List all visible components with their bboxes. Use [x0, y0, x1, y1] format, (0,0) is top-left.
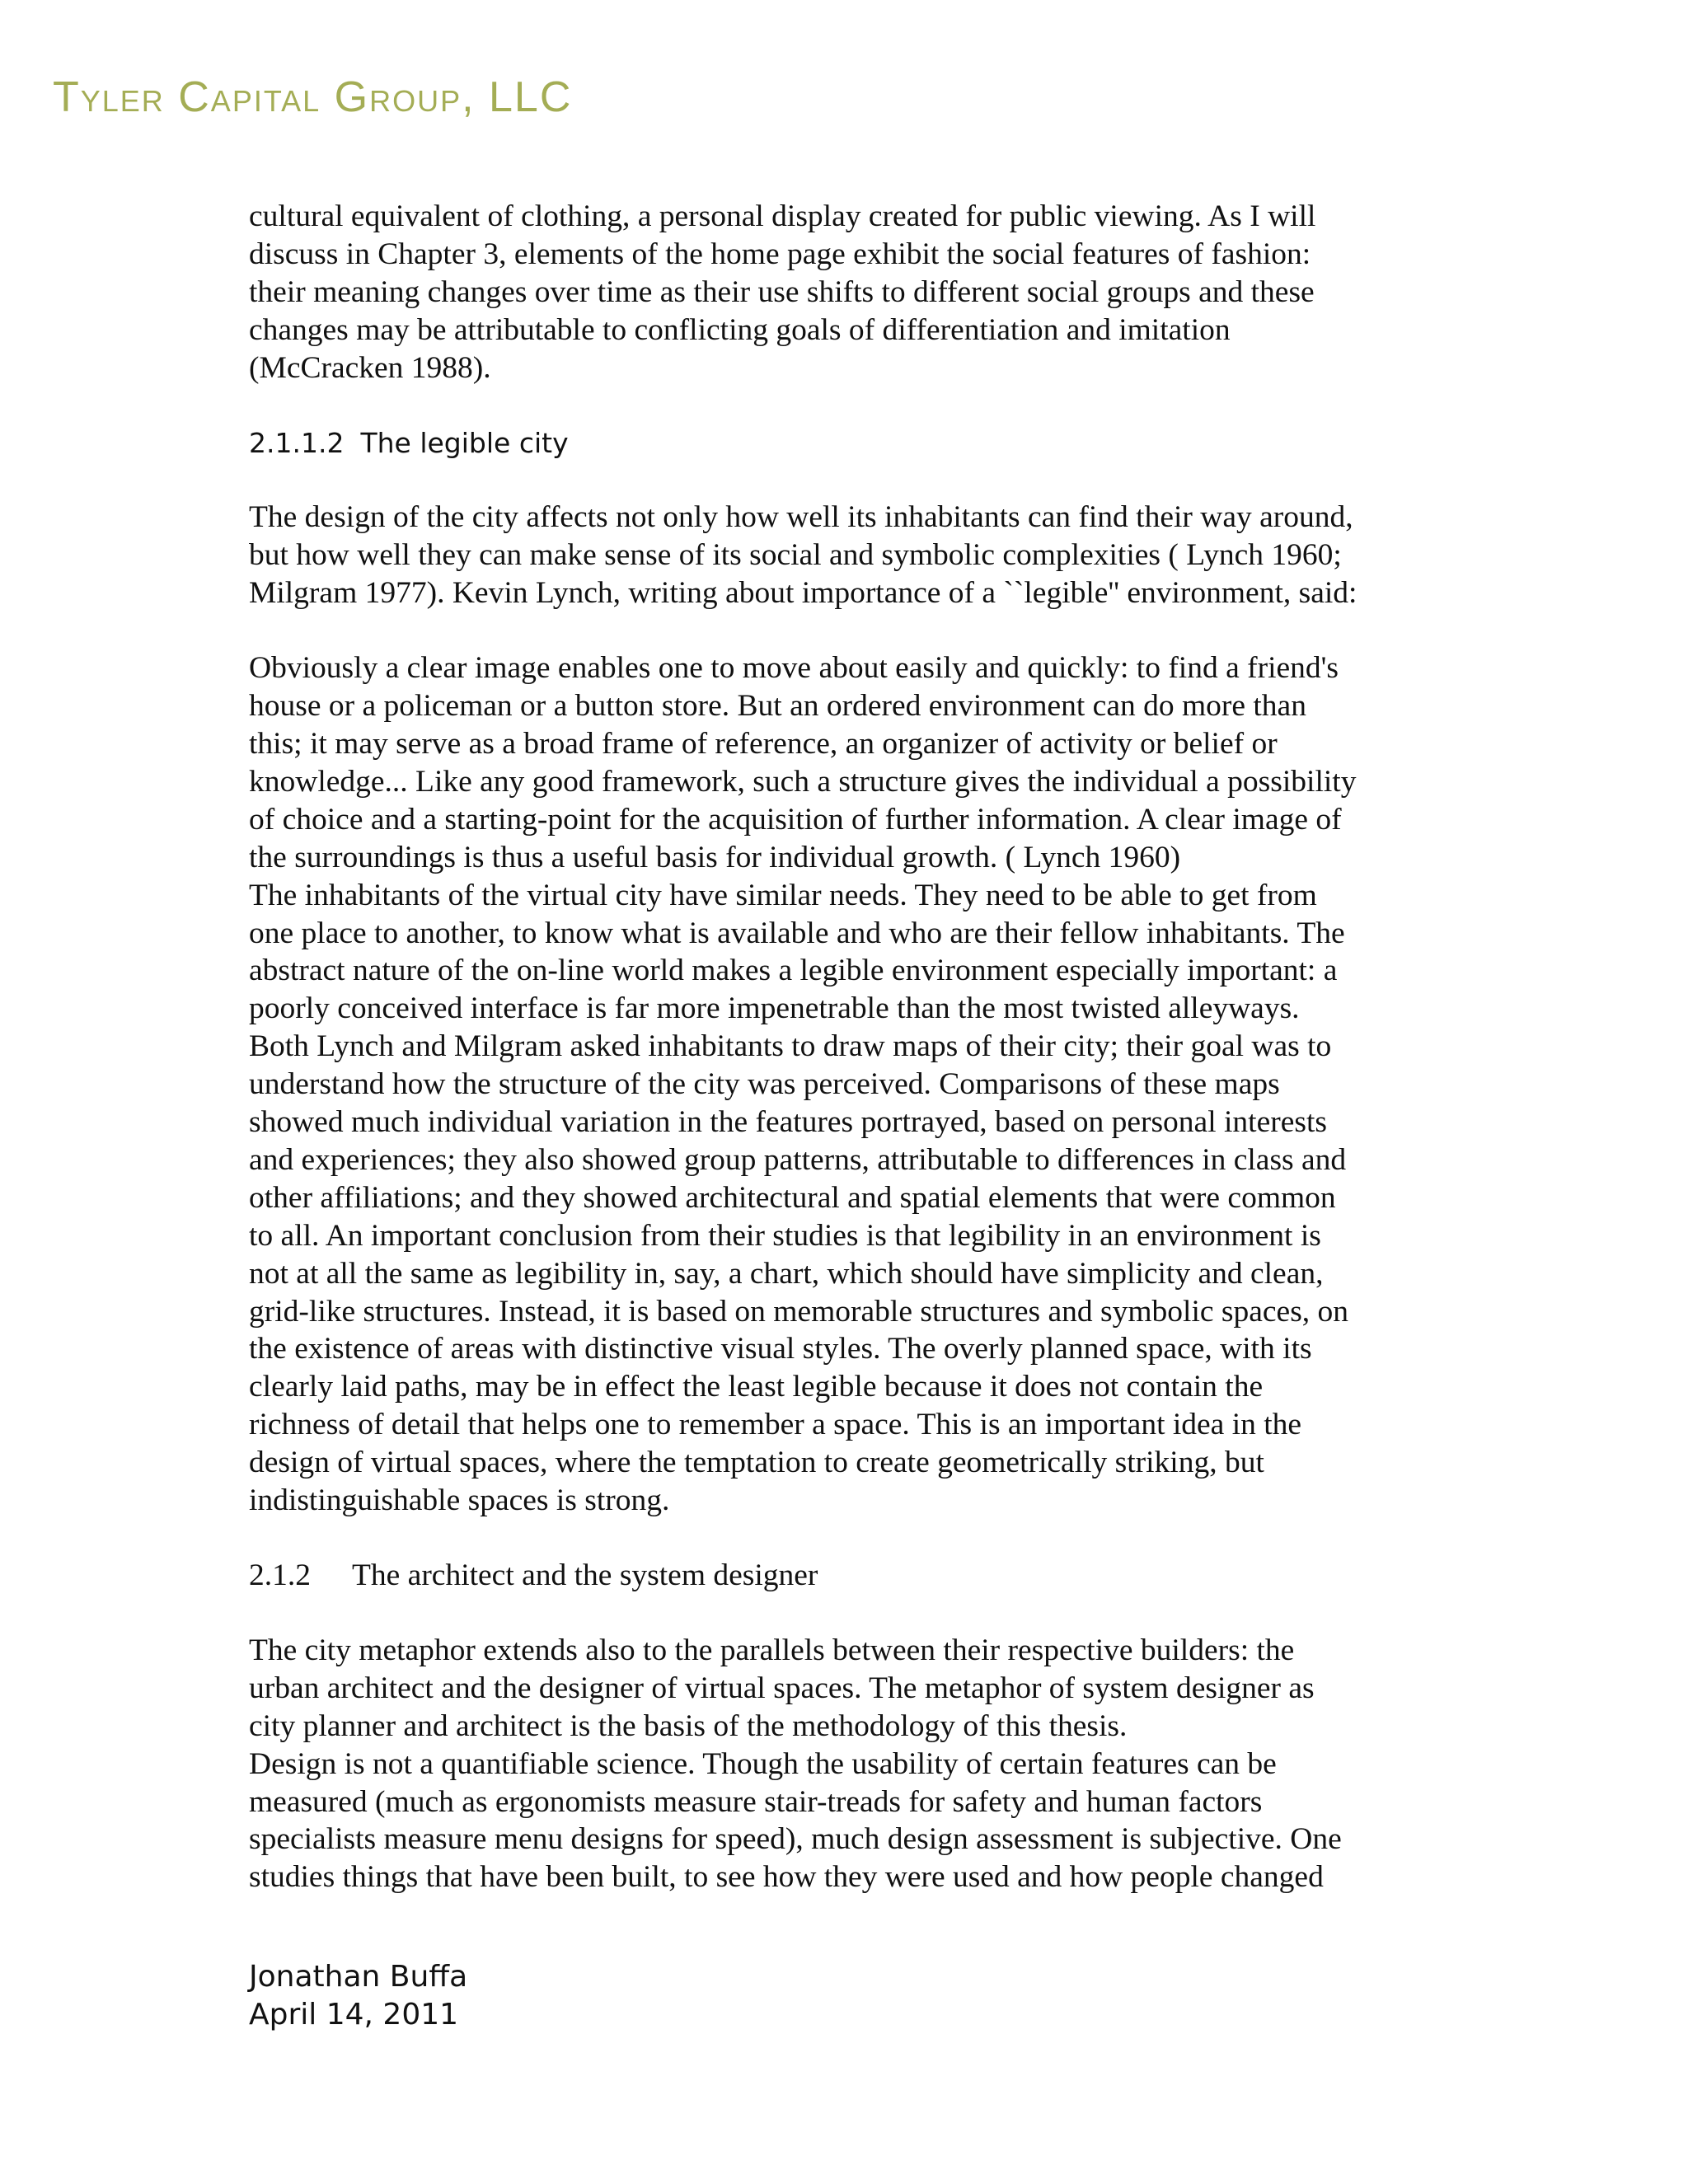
text-line: richness of detail that helps one to remember a space. This is an important idea in the — [249, 1408, 1302, 1442]
text-line: Milgram 1977). Kevin Lynch, writing about importance of a ``legible'' environment, said: — [249, 576, 1357, 611]
section-heading-legible-city — [249, 424, 1452, 462]
text-line: other affiliations; and they showed architectural and spatial elements that were common — [249, 1180, 1336, 1215]
footer — [249, 1958, 467, 2034]
footer-author: Jonathan Buffa — [249, 1960, 468, 1994]
text-line: clearly laid paths, may be in effect the least legible because it does not contain the — [249, 1370, 1264, 1404]
text-line: Obviously a clear image enables one to move about easily and quickly: to find a friend's — [249, 651, 1339, 686]
text-line: abstract nature of the on-line world makes a legible environment especially important: a — [249, 954, 1338, 988]
text-line: grid-like structures. Instead, it is based on memorable structures and symbolic spaces, on — [249, 1294, 1349, 1329]
text-line: the existence of areas with distinctive visual styles. The overly planned space, with its — [249, 1332, 1312, 1366]
section-title: The architect and the system designer — [352, 1558, 818, 1592]
paragraph-city-metaphor — [249, 1632, 1452, 1896]
company-logo: Tyler Capital Group, LLC — [53, 73, 573, 121]
text-line: city planner and architect is the basis of the methodology of this thesis. — [249, 1708, 1128, 1743]
text-line: house or a policeman or a button store. But an ordered environment can do more than — [249, 689, 1306, 724]
text-line: of choice and a starting-point for the acquisition of further information. A clear image of — [249, 802, 1342, 837]
text-line: to all. An important conclusion from their studies is that legibility in an environment is — [249, 1218, 1321, 1253]
text-line: understand how the structure of the city was perceived. Comparisons of these maps — [249, 1067, 1280, 1102]
text-line: (McCracken 1988). — [249, 350, 491, 385]
text-line: Design is not a quantifiable science. Though the usability of certain features can be — [249, 1746, 1277, 1781]
text-line: The design of the city affects not only how well its inhabitants can find their way around, — [249, 500, 1353, 535]
text-line: The inhabitants of the virtual city have similar needs. They need to be able to get from — [249, 878, 1317, 912]
text-line: design of virtual spaces, where the temptation to create geometrically striking, but — [249, 1446, 1264, 1480]
paragraph-city-design — [249, 499, 1452, 612]
text-line: poorly conceived interface is far more impenetrable than the most twisted alleyways. — [249, 991, 1300, 1026]
paragraph-fashion — [249, 198, 1452, 387]
text-line: this; it may serve as a broad frame of reference, an organizer of activity or belief or — [249, 726, 1278, 761]
text-line: one place to another, to know what is available and who are their fellow inhabitants. The — [249, 916, 1345, 950]
section-heading-architect — [249, 1557, 1452, 1595]
text-line: specialists measure menu designs for speed), much design assessment is subjective. One — [249, 1822, 1342, 1857]
text-line: The city metaphor extends also to the parallels between their respective builders: the — [249, 1633, 1295, 1667]
text-line: indistinguishable spaces is strong. — [249, 1483, 670, 1518]
text-line: and experiences; they also showed group patterns, attributable to differences in class and — [249, 1142, 1347, 1177]
footer-date: April 14, 2011 — [249, 1998, 459, 2032]
section-title: The legible city — [360, 426, 569, 459]
text-line: not at all the same as legibility in, say, a chart, which should have simplicity and clean, — [249, 1256, 1324, 1291]
text-line: the surroundings is thus a useful basis for individual growth. ( Lynch 1960) — [249, 840, 1181, 874]
text-line: but how well they can make sense of its social and symbolic complexities ( Lynch 1960; — [249, 538, 1342, 573]
text-line: studies things that have been built, to see how they were used and how people changed — [249, 1860, 1324, 1895]
paragraph-lynch-quote — [249, 649, 1452, 1520]
section-number: 2.1.2 — [249, 1558, 311, 1592]
text-line: knowledge... Like any good framework, such a structure gives the individual a possibility — [249, 764, 1357, 799]
text-line: measured (much as ergonomists measure stair-treads for safety and human factors — [249, 1784, 1263, 1819]
document-body — [249, 198, 1452, 1896]
text-line: showed much individual variation in the features portrayed, based on personal interests — [249, 1105, 1327, 1140]
text-line: Both Lynch and Milgram asked inhabitants to draw maps of their city; their goal was to — [249, 1029, 1332, 1064]
text-line: cultural equivalent of clothing, a personal display created for public viewing. As I will — [249, 199, 1316, 233]
text-line: changes may be attributable to conflicting goals of differentiation and imitation — [249, 312, 1231, 347]
section-number: 2.1.1.2 — [249, 426, 345, 459]
text-line: their meaning changes over time as their use shifts to different social groups and these — [249, 274, 1315, 309]
text-line: urban architect and the designer of virtual spaces. The metaphor of system designer as — [249, 1671, 1315, 1705]
text-line: discuss in Chapter 3, elements of the home page exhibit the social features of fashion: — [249, 237, 1311, 271]
